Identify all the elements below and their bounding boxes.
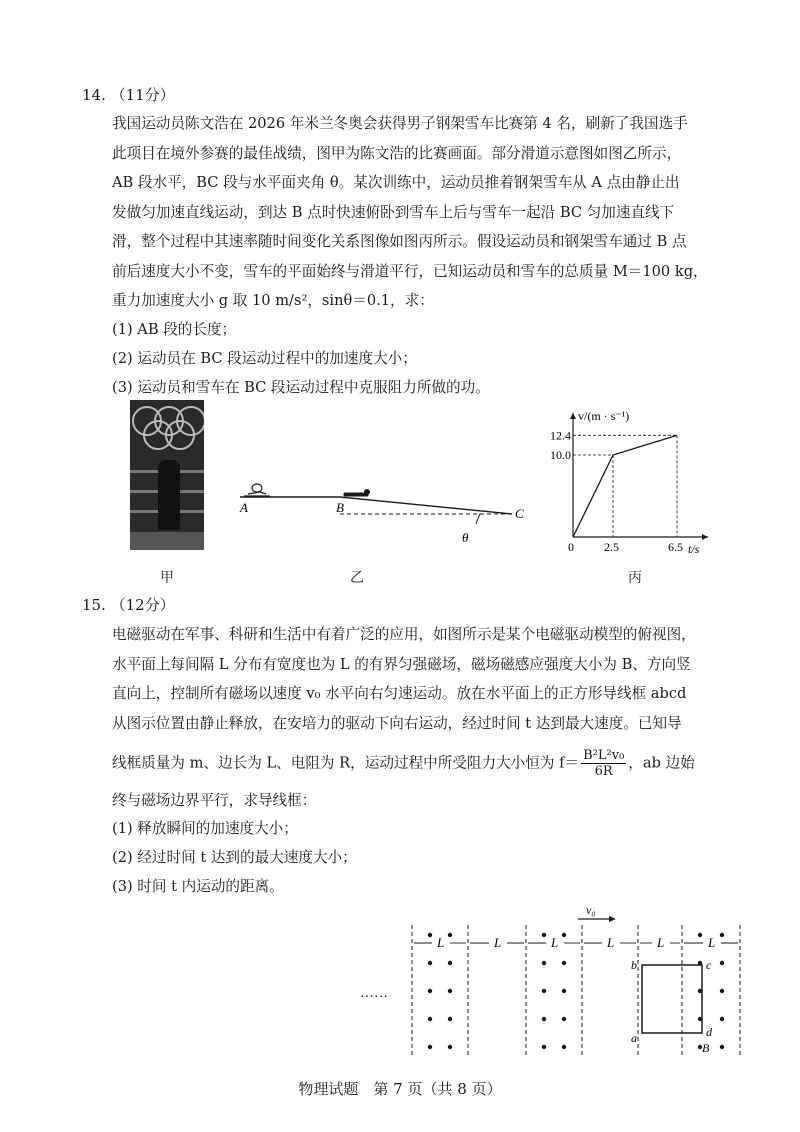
q14-score: （11分） [110,86,175,104]
field-dot [428,1045,432,1049]
q15-header [82,594,175,615]
field-dot [720,989,724,993]
field-dot [562,989,566,993]
q14-line: 发做匀加速直线运动，到达 B 点时快速俯卧到雪车上后与雪车一起沿 BC 匀加速直线下 [112,203,675,221]
field-dot [428,961,432,965]
angle-arc [476,514,480,524]
y-axis-arrow [570,413,576,419]
field-dot [448,933,452,937]
x-tick-label: 6.5 [668,540,683,554]
q15-line-5 [112,748,695,779]
athlete-silhouette [158,460,180,530]
q15-score: （12分） [110,596,175,614]
field-dot [542,1017,546,1021]
field-dot [542,961,546,965]
q15-sub-3: (3) 时间 t 内运动的距离。 [112,878,284,895]
q14-line: 我国运动员陈文浩在 2026 年米兰冬奥会获得男子钢架雪车比赛第 4 名，刷新了我国选手 [112,115,688,132]
q15-line-5-after: ，ab 边始 [628,754,695,772]
dimension-l-label: L [551,935,559,950]
y-tick-label: 10.0 [550,448,571,462]
corner-c: c [706,958,712,972]
field-dot [562,1017,566,1021]
x-tick-label: 2.5 [604,540,619,554]
q15-line: 从图示位置由静止释放，在安培力的驱动下向右运动，经过时间 t 达到最大速度。已知导 [112,714,682,732]
y-tick-label: 12.4 [550,428,571,443]
corner-d: d [706,1025,712,1039]
dimension-l-label: L [657,935,665,950]
figure-jia-photo [130,400,204,550]
y-axis-label: v/(m · s⁻¹) [578,409,630,423]
q15-number: 15. [82,596,106,614]
q14-text [112,109,748,316]
field-dot [562,933,566,937]
athlete-pushing-icon [244,484,270,496]
corner-b: b [631,958,637,972]
field-dot [448,1045,452,1049]
caption-jia: 甲 [160,570,174,586]
field-dot [720,933,724,937]
q14-line: 重力加速度大小 g 取 10 m/s²，sinθ＝0.1，求： [112,292,434,309]
square-loop-abcd [642,965,702,1033]
q15-line-5-before: 线框质量为 m、边长为 L、电阻为 R，运动过程中所受阻力大小恒为 f＝ [112,754,580,772]
q14-header [82,84,175,105]
label-b: B [336,500,344,515]
v0-arrowhead [609,916,616,922]
q14-sub-2: (2) 运动员在 BC 段运动过程中的加速度大小； [112,350,417,367]
friction-fraction [581,748,626,779]
field-dot [562,961,566,965]
q15-sub-1: (1) 释放瞬间的加速度大小； [112,820,298,837]
q14-number: 14. [82,86,106,104]
q15-line: 电磁驱动在军事、科研和生活中有着广泛的应用，如图所示是某个电磁驱动模型的俯视图， [112,626,696,643]
field-dot [428,933,432,937]
figure-electromagnetic-drive [350,905,750,1065]
velocity-line [573,435,677,537]
field-label-b: B [702,1041,710,1055]
label-theta: θ [462,530,469,545]
q14-sub-3: (3) 运动员和雪车在 BC 段运动过程中克服阻力所做的功。 [112,379,490,396]
dimension-l-label: L [708,935,716,950]
field-dot [428,989,432,993]
field-dot [448,989,452,993]
field-dot [720,1017,724,1021]
field-dot [448,961,452,965]
caption-bing: 丙 [628,570,642,586]
field-dot [562,1045,566,1049]
corner-a: a [631,1031,637,1045]
figure-yi-track [230,470,530,550]
track-bc [340,497,512,514]
dimension-l-label: L [494,935,502,950]
label-a: A [240,500,248,515]
q14-sub-1: (1) AB 段的长度； [112,321,237,338]
fraction-denominator: 6R [594,764,613,779]
fraction-numerator: B²L²v₀ [583,748,625,763]
field-dot [542,1045,546,1049]
ellipsis: …… [360,986,388,1001]
q15-text [112,620,748,738]
q14-line: 滑，整个过程中其速率随时间变化关系图像如图丙所示。假设运动员和钢架雪车通过 B 点 [112,233,687,250]
x-axis-arrow [702,534,708,540]
field-dot [428,1017,432,1021]
x-axis-label: t/s [688,542,700,555]
q15-line: 直向上，控制所有磁场以速度 v₀ 水平向右匀速运动。放在水平面上的正方形导线框 abcd [112,685,687,702]
q14-line: AB 段水平，BC 段与水平面夹角 θ。某次训练中，运动员推着钢架雪车从 A 点由静止出 [112,174,680,191]
page-footer: 物理试题 第 7 页（共 8 页） [298,1080,502,1098]
origin-label: 0 [568,540,574,554]
field-dot [720,961,724,965]
field-dot [720,1045,724,1049]
field-dot [448,1017,452,1021]
figure-bing-vt-graph [548,405,718,555]
q15-sub-2: (2) 经过时间 t 达到的最大速度大小； [112,849,357,866]
q15-line-6: 终与磁场边界平行，求导线框： [112,792,317,809]
field-dot [542,989,546,993]
v0-label: v₀ [586,905,596,917]
q15-line: 水平面上每间隔 L 分布有宽度也为 L 的有界匀强磁场，磁场磁感应强度大小为 B、方向竖 [112,655,691,673]
caption-yi: 乙 [350,570,364,586]
dimension-l-label: L [437,935,445,950]
field-dot [542,933,546,937]
q14-line: 前后速度大小不变，雪车的平面始终与滑道平行，已知运动员和雪车的总质量 M＝100 kg， [112,262,708,280]
field-dot [698,933,702,937]
q14-line: 此项目在境外参赛的最佳战绩，图甲为陈文浩的比赛画面。部分滑道示意图如图乙所示， [112,144,682,162]
dimension-l-label: L [607,935,615,950]
label-c: C [515,506,524,521]
sled-icon [344,490,370,497]
